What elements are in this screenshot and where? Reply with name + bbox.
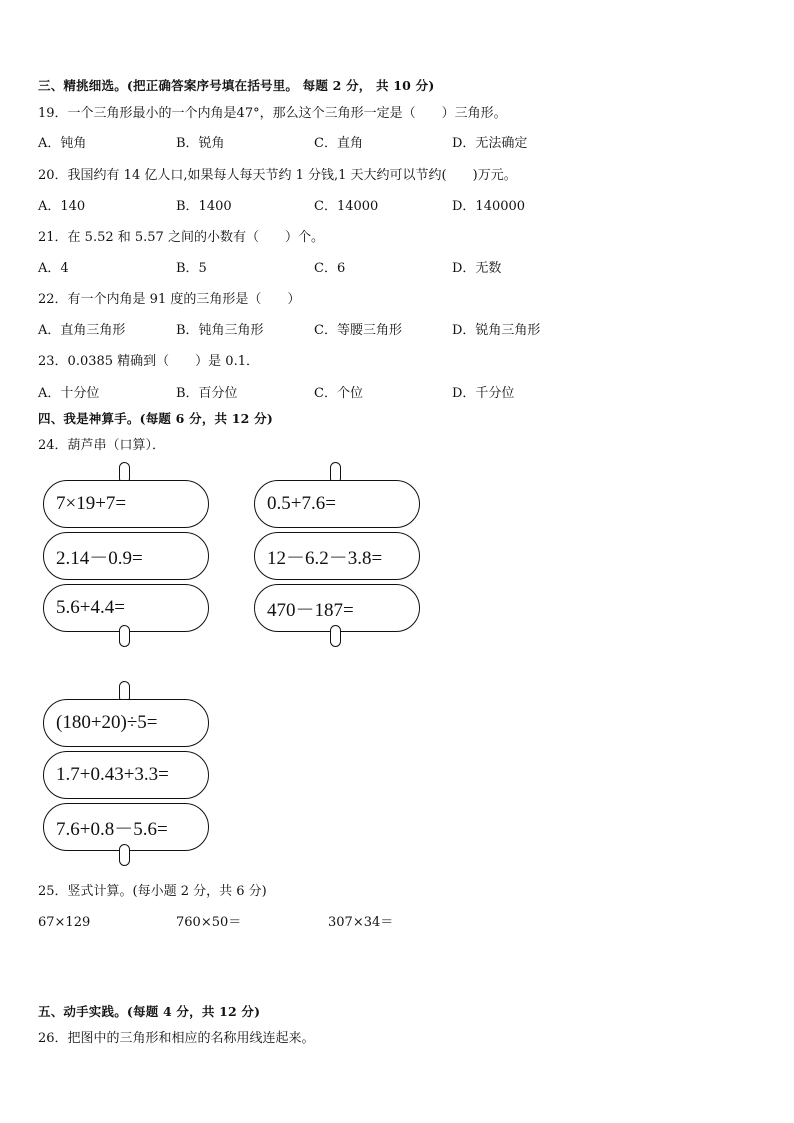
q23-option-d: D．千分位	[452, 386, 515, 401]
skewer-bead: 2.14－0.9=	[43, 532, 209, 580]
vertical-calc-1: 67×129	[38, 915, 91, 930]
question-19-stem: 19．一个三角形最小的一个内角是47°，那么这个三角形一定是（ ）三角形。	[38, 106, 507, 121]
q21-option-d: D．无数	[452, 261, 502, 276]
gourd-skewer-1	[43, 462, 213, 647]
question-22-stem: 22．有一个内角是 91 度的三角形是（ ）	[38, 292, 301, 307]
skewer-bead: 0.5+7.6=	[254, 480, 420, 528]
vertical-calc-3: 307×34＝	[328, 915, 394, 930]
q23-option-a: A．十分位	[38, 386, 100, 401]
section-4-title: 四、我是神算手。(每题 6 分，共 12 分)	[38, 411, 273, 426]
question-25-stem: 25．竖式计算。(每小题 2 分，共 6 分)	[38, 884, 267, 899]
q21-option-a: A．4	[38, 261, 69, 276]
q19-option-b: B．锐角	[176, 136, 225, 151]
gourd-skewer-3	[43, 681, 213, 866]
question-23-stem: 23．0.0385 精确到（ ）是 0.1．	[38, 354, 259, 369]
skewer-bead: 12－6.2－3.8=	[254, 532, 420, 580]
q22-option-a: A．直角三角形	[38, 323, 126, 338]
skewer-bead: 470－187=	[254, 584, 420, 632]
q19-option-d: D．无法确定	[452, 136, 528, 151]
q20-option-b: B．1400	[176, 199, 232, 214]
gourd-skewer-2	[254, 462, 424, 647]
q23-option-b: B．百分位	[176, 386, 238, 401]
skewer-stick-bottom	[119, 844, 130, 866]
q19-option-a: A．钝角	[38, 136, 87, 151]
skewer-bead: (180+20)÷5=	[43, 699, 209, 747]
q21-option-b: B．5	[176, 261, 207, 276]
q20-option-a: A．140	[38, 199, 86, 214]
skewer-bead: 7.6+0.8－5.6=	[43, 803, 209, 851]
q19-option-c: C．直角	[314, 136, 363, 151]
q22-option-b: B．钝角三角形	[176, 323, 264, 338]
section-5-title: 五、动手实践。(每题 4 分，共 12 分)	[38, 1004, 261, 1019]
q22-option-d: D．锐角三角形	[452, 323, 541, 338]
section-3-title: 三、精挑细选。(把正确答案序号填在括号里。 每题 2 分， 共 10 分)	[38, 78, 435, 93]
question-24-stem: 24．葫芦串（口算）．	[38, 438, 166, 453]
skewer-stick-bottom	[330, 625, 341, 647]
q20-option-d: D．140000	[452, 199, 526, 214]
question-26-stem: 26．把图中的三角形和相应的名称用线连起来。	[38, 1031, 315, 1046]
q23-option-c: C．个位	[314, 386, 363, 401]
skewer-bead: 7×19+7=	[43, 480, 209, 528]
skewer-bead: 5.6+4.4=	[43, 584, 209, 632]
question-20-stem: 20．我国约有 14 亿人口,如果每人每天节约 1 分钱,1 天大约可以节约( )万元。	[38, 168, 517, 183]
q21-option-c: C．6	[314, 261, 346, 276]
skewer-stick-bottom	[119, 625, 130, 647]
q22-option-c: C．等腰三角形	[314, 323, 402, 338]
question-21-stem: 21．在 5.52 和 5.57 之间的小数有（ ）个。	[38, 230, 324, 245]
skewer-bead: 1.7+0.43+3.3=	[43, 751, 209, 799]
q20-option-c: C．14000	[314, 199, 379, 214]
vertical-calc-2: 760×50＝	[176, 915, 242, 930]
